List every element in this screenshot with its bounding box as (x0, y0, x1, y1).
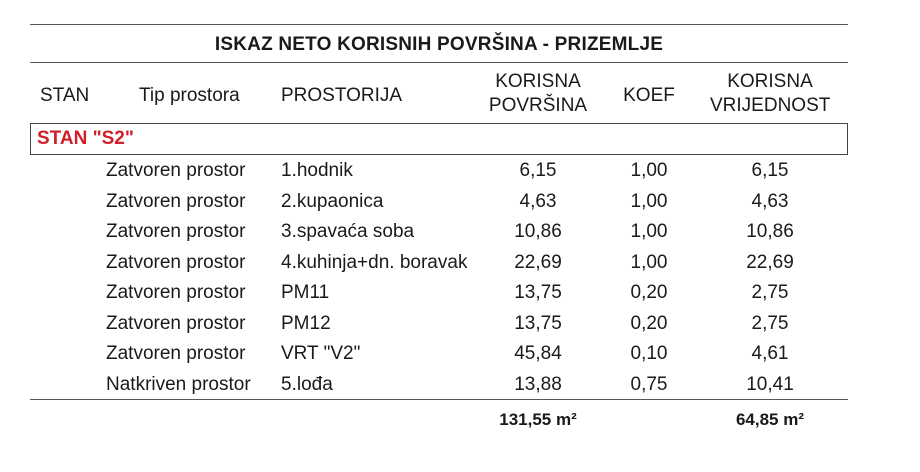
totals-rule (30, 399, 848, 400)
cell-korisna-vrijednost: 2,75 (751, 312, 789, 334)
cell-koef: 1,00 (630, 251, 668, 273)
cell-korisna-vrijednost: 10,86 (746, 221, 794, 242)
header-korisna-povrsina-line2: POVRŠINA (488, 95, 588, 116)
header-stan: STAN (40, 85, 90, 106)
header-korisna-vrijednost (710, 70, 830, 118)
header-prostorija: PROSTORIJA (281, 85, 403, 106)
cell-koef: 1,00 (630, 160, 668, 181)
cell-koef: 1,00 (630, 221, 668, 242)
cell-korisna-povrsina: 10,86 (514, 221, 562, 242)
cell-korisna-povrsina: 6,15 (519, 160, 557, 181)
table-row (30, 278, 848, 309)
cell-korisna-povrsina: 13,75 (514, 312, 562, 334)
cell-prostorija: 4.kuhinja+dn. boravak (281, 251, 468, 273)
cell-tip-prostora: Zatvoren prostor (106, 251, 246, 273)
table-title: ISKAZ NETO KORISNIH POVRŠINA - PRIZEMLJE (214, 34, 664, 55)
header-koef: KOEF (623, 85, 675, 106)
table-row (30, 217, 848, 248)
cell-koef: 1,00 (630, 190, 668, 212)
table-row (30, 339, 848, 370)
header-korisna-povrsina (478, 70, 598, 118)
cell-korisna-vrijednost: 4,63 (751, 190, 789, 212)
table-row (30, 156, 848, 187)
cell-prostorija: PM11 (281, 282, 330, 303)
cell-korisna-vrijednost: 10,41 (746, 373, 794, 395)
cell-korisna-povrsina: 45,84 (514, 343, 562, 364)
cell-tip-prostora: Zatvoren prostor (106, 190, 246, 212)
total-korisna-vrijednost: 64,85 m² (735, 410, 805, 429)
cell-koef: 0,20 (630, 282, 668, 303)
cell-koef: 0,75 (630, 373, 668, 395)
header-tip-prostora: Tip prostora (139, 85, 240, 106)
cell-korisna-povrsina: 13,88 (514, 373, 562, 395)
cell-korisna-vrijednost: 6,15 (751, 160, 789, 181)
area-table (30, 24, 848, 444)
cell-tip-prostora: Zatvoren prostor (106, 312, 246, 334)
cell-korisna-povrsina: 4,63 (519, 190, 557, 212)
title-rule (30, 62, 848, 63)
cell-prostorija: 3.spavaća soba (281, 221, 415, 242)
cell-korisna-povrsina: 22,69 (514, 251, 562, 273)
cell-tip-prostora: Natkriven prostor (106, 373, 251, 395)
table-row (30, 370, 848, 401)
cell-korisna-vrijednost: 4,61 (751, 343, 789, 364)
cell-prostorija: 2.kupaonica (281, 190, 384, 212)
cell-tip-prostora: Zatvoren prostor (106, 343, 246, 364)
cell-korisna-vrijednost: 22,69 (746, 251, 794, 273)
cell-korisna-vrijednost: 2,75 (751, 282, 789, 303)
header-korisna-vrijednost-line1: KORISNA (727, 71, 813, 92)
cell-koef: 0,10 (630, 343, 668, 364)
table-row (30, 187, 848, 218)
table-row (30, 309, 848, 340)
section-stan-label: STAN "S2" (37, 128, 134, 149)
total-korisna-povrsina: 131,55 m² (499, 410, 577, 429)
top-rule (30, 24, 848, 25)
cell-korisna-povrsina: 13,75 (514, 282, 562, 303)
cell-tip-prostora: Zatvoren prostor (106, 160, 246, 181)
table-row (30, 248, 848, 279)
cell-prostorija: 1.hodnik (281, 160, 353, 181)
cell-koef: 0,20 (630, 312, 668, 334)
section-stan-s2 (30, 123, 848, 155)
table-body (30, 156, 848, 400)
cell-prostorija: VRT "V2" (281, 343, 361, 364)
header-korisna-vrijednost-line2: VRIJEDNOST (710, 95, 831, 116)
header-korisna-povrsina-line1: KORISNA (495, 71, 581, 92)
cell-prostorija: 5.lođa (281, 373, 333, 395)
cell-tip-prostora: Zatvoren prostor (106, 221, 246, 242)
cell-tip-prostora: Zatvoren prostor (106, 282, 246, 303)
cell-prostorija: PM12 (281, 312, 331, 334)
